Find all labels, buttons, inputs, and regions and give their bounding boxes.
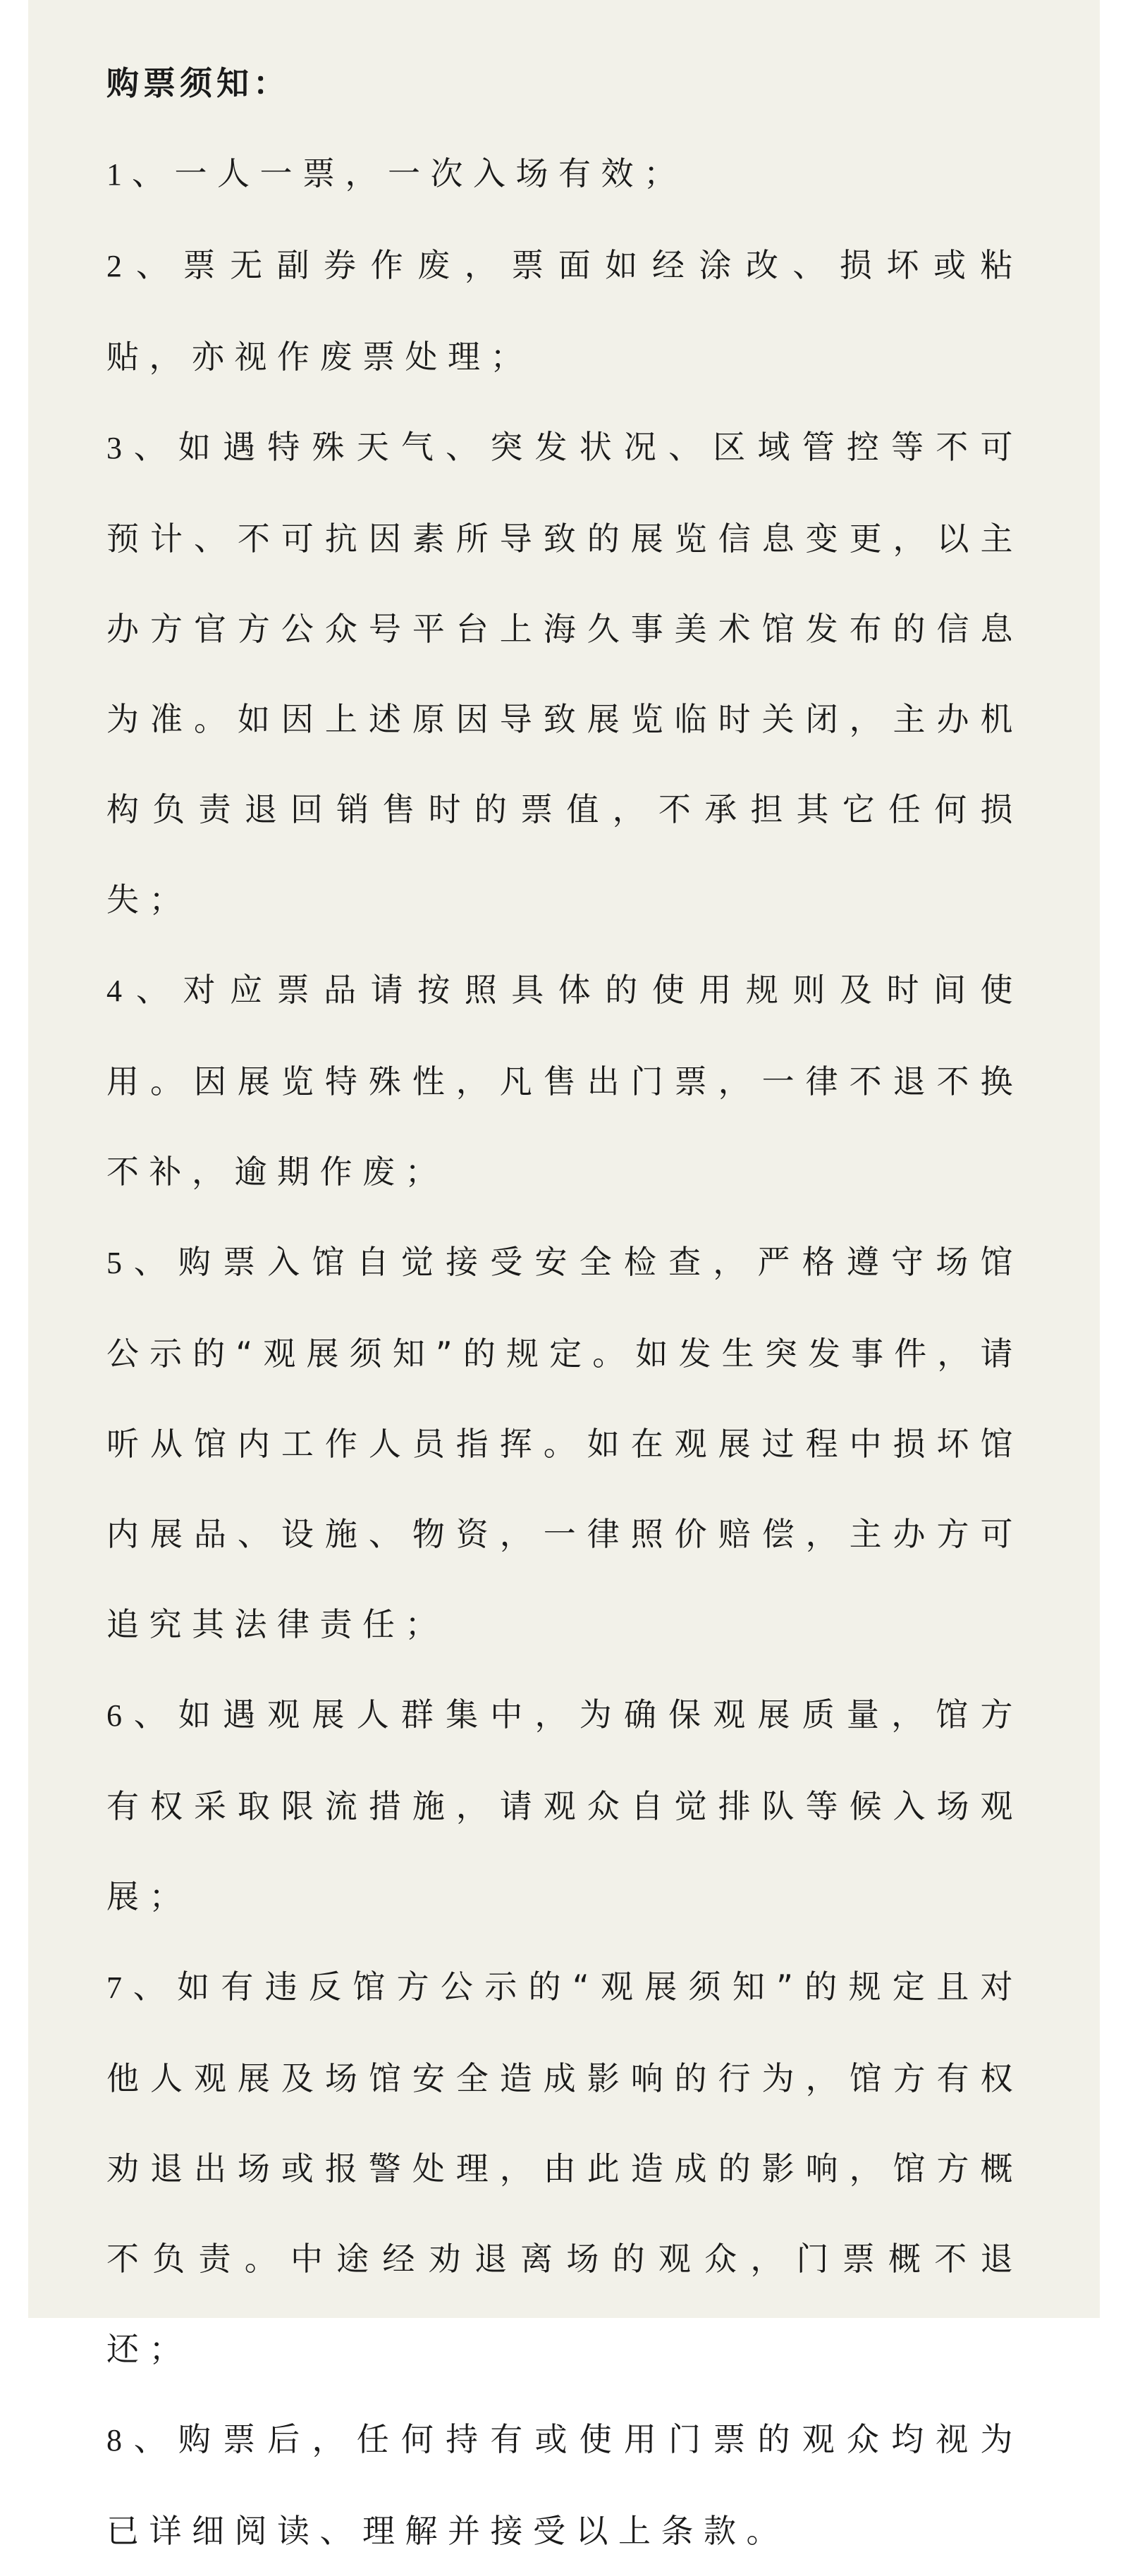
item-number: 6: [106, 1698, 132, 1733]
item-text: 、购票入馆自觉接受安全检查，严格遵守场馆公示的“观展须知”的规定。如发生突发事件，请听从馆内工作人员指挥。如在观展过程中损坏馆内展品、设施、物资，一律照价赔偿，主办方可追究其法律责任；: [106, 1243, 1023, 1643]
item-number: 1: [106, 157, 132, 192]
item-text: 、如有违反馆方公示的“观展须知”的规定且对他人观展及场馆安全造成影响的行为，馆方有权劝退出场或报警处理，由此造成的影响，馆方概不负责。中途经劝退离场的观众，门票概不退还；: [106, 1968, 1023, 2368]
item-number: 5: [106, 1246, 132, 1280]
item-text: 、购票后，任何持有或使用门票的观众均视为已详细阅读、理解并接受以上条款。: [106, 2420, 1023, 2550]
notice-item-4: [106, 945, 1023, 1217]
notice-item-7: [106, 1942, 1023, 2394]
notice-item-2: [106, 220, 1023, 402]
notice-panel: [28, 0, 1100, 2550]
item-number: 3: [106, 431, 132, 465]
item-text: 、票无副券作废，票面如经涂改、损坏或粘贴，亦视作废票处理；: [106, 246, 1023, 376]
item-text: 、对应票品请按照具体的使用规则及时间使用。因展览特殊性，凡售出门票，一律不退不换不补，逾期作废；: [106, 971, 1023, 1191]
item-text: 、如遇特殊天气、突发状况、区域管控等不可预计、不可抗因素所导致的展览信息变更，以主办方官方公众号平台上海久事美术馆发布的信息为准。如因上述原因导致展览临时关闭，主办机构负责退回销售时的票值，不承担其它任何损失；: [106, 428, 1023, 919]
item-text: 、一人一票，一次入场有效；: [132, 154, 687, 192]
item-number: 2: [106, 249, 132, 283]
notice-content: [106, 38, 1023, 2576]
notice-item-8: [106, 2394, 1023, 2576]
item-text: 、如遇观展人群集中，为确保观展质量，馆方有权采取限流措施，请观众自觉排队等候入场观展；: [106, 1695, 1023, 1915]
notice-item-3: [106, 402, 1023, 945]
notice-item-1: [106, 128, 1023, 220]
item-number: 4: [106, 974, 132, 1008]
item-number: 7: [106, 1970, 132, 2005]
notice-item-6: [106, 1669, 1023, 1942]
notice-title: 购票须知：: [106, 64, 290, 102]
item-number: 8: [106, 2423, 132, 2458]
notice-item-5: [106, 1217, 1023, 1669]
